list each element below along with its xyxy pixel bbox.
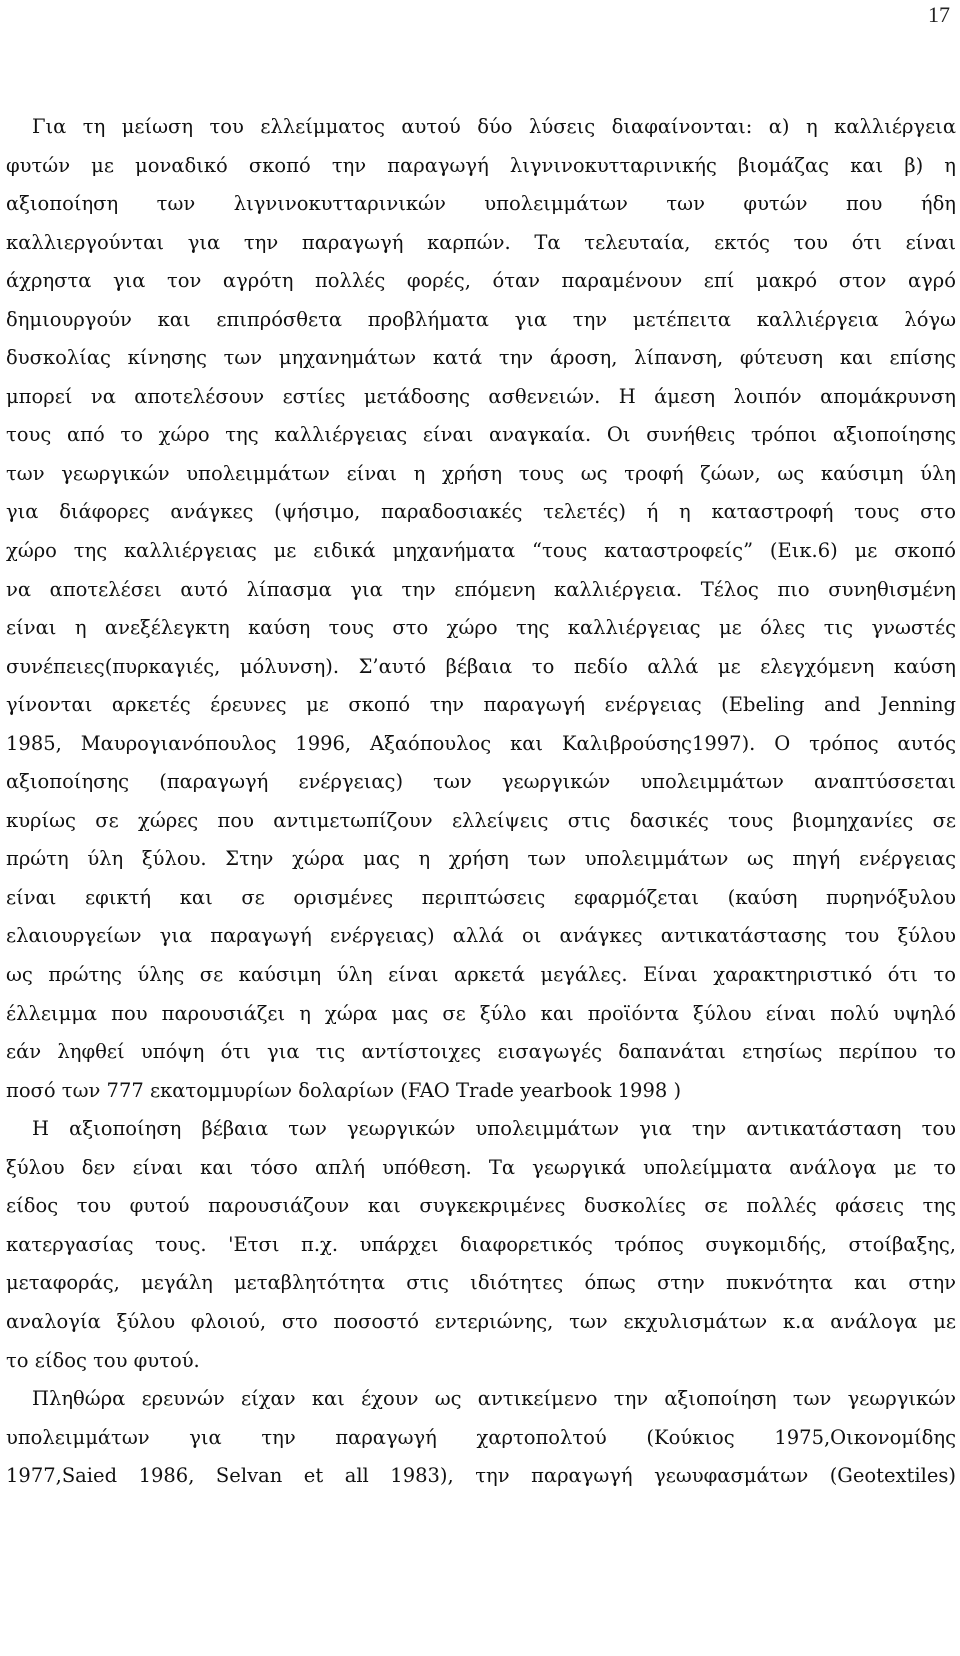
text-line: Η αξιοποίηση βέβαια των γεωργικών υπολειμμάτων για την αντικατάσταση του — [32, 1117, 956, 1141]
text-line: κυρίως σε χώρες που αντιμετωπίζουν ελλείψεις στις δασικές τους βιομηχανίες σε — [6, 808, 956, 832]
text-line: μπορεί να αποτελέσουν εστίες μετάδοσης ασθενειών. Η άμεση λοιπόν απομάκρυνση — [6, 384, 956, 408]
paragraph — [6, 1380, 956, 1496]
text-line: άχρηστα για τον αγρότη πολλές φορές, όταν παραμένουν επί μακρό στον αγρό — [6, 269, 956, 293]
paragraph — [6, 1110, 956, 1380]
text-line: για διάφορες ανάγκες (ψήσιμο, παραδοσιακές τελετές) ή η καταστροφή τους στο — [6, 500, 956, 524]
text-line: ελαιουργείων για παραγωγή ενέργειας) αλλά οι ανάγκες αντικατάστασης του ξύλου — [6, 924, 956, 948]
text-line: να αποτελέσει αυτό λίπασμα για την επόμενη καλλιέργεια. Τέλος πιο συνηθισμένη — [6, 577, 956, 601]
text-line: πρώτη ύλη ξύλου. Στην χώρα μας η χρήση των υπολειμμάτων ως πηγή ενέργειας — [6, 847, 956, 871]
text-line: τους από το χώρο της καλλιέργειας είναι αναγκαία. Οι συνήθεις τρόποι αξιοποίησης — [6, 423, 956, 447]
text-line: ξύλου δεν είναι και τόσο απλή υπόθεση. Τα γεωργικά υπολείμματα ανάλογα με το — [6, 1155, 956, 1179]
paragraph — [6, 108, 956, 1110]
text-line: αξιοποίησης (παραγωγή ενέργειας) των γεωργικών υπολειμμάτων αναπτύσσεται — [6, 770, 956, 794]
page-number: 17 — [928, 2, 950, 27]
text-line: είναι η ανεξέλεγκτη καύση τους στο χώρο της καλλιέργειας με όλες τις γνωστές — [6, 616, 956, 640]
text-line: υπολειμμάτων για την παραγωγή χαρτοπολτού (Κούκιος 1975,Οικονομίδης — [6, 1425, 956, 1449]
text-line: συνέπειες(πυρκαγιές, μόλυνση). Σ’αυτό βέβαια το πεδίο αλλά με ελεγχόμενη καύση — [6, 654, 956, 678]
document-body — [6, 108, 956, 1496]
text-line: το είδος του φυτού. — [6, 1348, 200, 1372]
text-line: των γεωργικών υπολειμμάτων είναι η χρήση τους ως τροφή ζώων, ως καύσιμη ύλη — [6, 461, 956, 485]
text-line: 1977,Saied 1986, Selvan et all 1983), την παραγωγή γεωυφασμάτων (Geotextiles) — [6, 1464, 956, 1488]
text-line: ποσό των 777 εκατομμυρίων δολαρίων (FAO Trade yearbook 1998 ) — [6, 1078, 682, 1102]
text-line: ως πρώτης ύλης σε καύσιμη ύλη είναι αρκετά μεγάλες. Είναι χαρακτηριστικό ότι το — [6, 963, 956, 987]
text-line: αναλογία ξύλου φλοιού, στο ποσοστό εντεριώνης, των εκχυλισμάτων κ.α ανάλογα με — [6, 1309, 956, 1333]
text-line: κατεργασίας τους. 'Ετσι π.χ. υπάρχει διαφορετικός τρόπος συγκομιδής, στοίβαξης, — [6, 1232, 956, 1256]
text-line: Πληθώρα ερευνών είχαν και έχουν ως αντικείμενο την αξιοποίηση των γεωργικών — [32, 1387, 956, 1411]
text-line: εάν ληφθεί υπόψη ότι για τις αντίστοιχες εισαγωγές δαπανάται ετησίως περίπου το — [6, 1040, 956, 1064]
text-line: μεταφοράς, μεγάλη μεταβλητότητα στις ιδιότητες όπως στην πυκνότητα και στην — [6, 1271, 956, 1295]
text-line: δυσκολίας κίνησης των μηχανημάτων κατά την άροση, λίπανση, φύτευση και επίσης — [6, 346, 956, 370]
text-line: αξιοποίηση των λιγνινοκυτταρινικών υπολειμμάτων των φυτών που ήδη — [6, 192, 956, 216]
text-line: Για τη μείωση του ελλείμματος αυτού δύο λύσεις διαφαίνονται: α) η καλλιέργεια — [32, 115, 956, 138]
text-line: είδος του φυτού παρουσιάζουν και συγκεκριμένες δυσκολίες σε πολλές φάσεις της — [6, 1194, 956, 1218]
text-line: χώρο της καλλιέργειας με ειδικά μηχανήματα “τους καταστροφείς” (Εικ.6) με σκοπό — [6, 539, 956, 563]
text-line: είναι εφικτή και σε ορισμένες περιπτώσεις εφαρμόζεται (καύση πυρηνόξυλου — [6, 885, 956, 909]
text-line: δημιουργούν και επιπρόσθετα προβλήματα για την μετέπειτα καλλιέργεια λόγω — [6, 307, 956, 331]
text-line: γίνονται αρκετές έρευνες με σκοπό την παραγωγή ενέργειας (Ebeling and Jenning — [6, 693, 956, 717]
text-line: έλλειμμα που παρουσιάζει η χώρα μας σε ξύλο και προϊόντα ξύλου είναι πολύ υψηλό — [6, 1001, 956, 1025]
text-line: 1985, Μαυρογιανόπουλος 1996, Αξαόπουλος και Καλιβρούσης1997). Ο τρόπος αυτός — [6, 731, 956, 755]
text-line: φυτών με μοναδικό σκοπό την παραγωγή λιγνινοκυτταρινικής βιομάζας και β) η — [6, 153, 956, 177]
text-line: καλλιεργούνται για την παραγωγή καρπών. Τα τελευταία, εκτός του ότι είναι — [6, 230, 956, 254]
